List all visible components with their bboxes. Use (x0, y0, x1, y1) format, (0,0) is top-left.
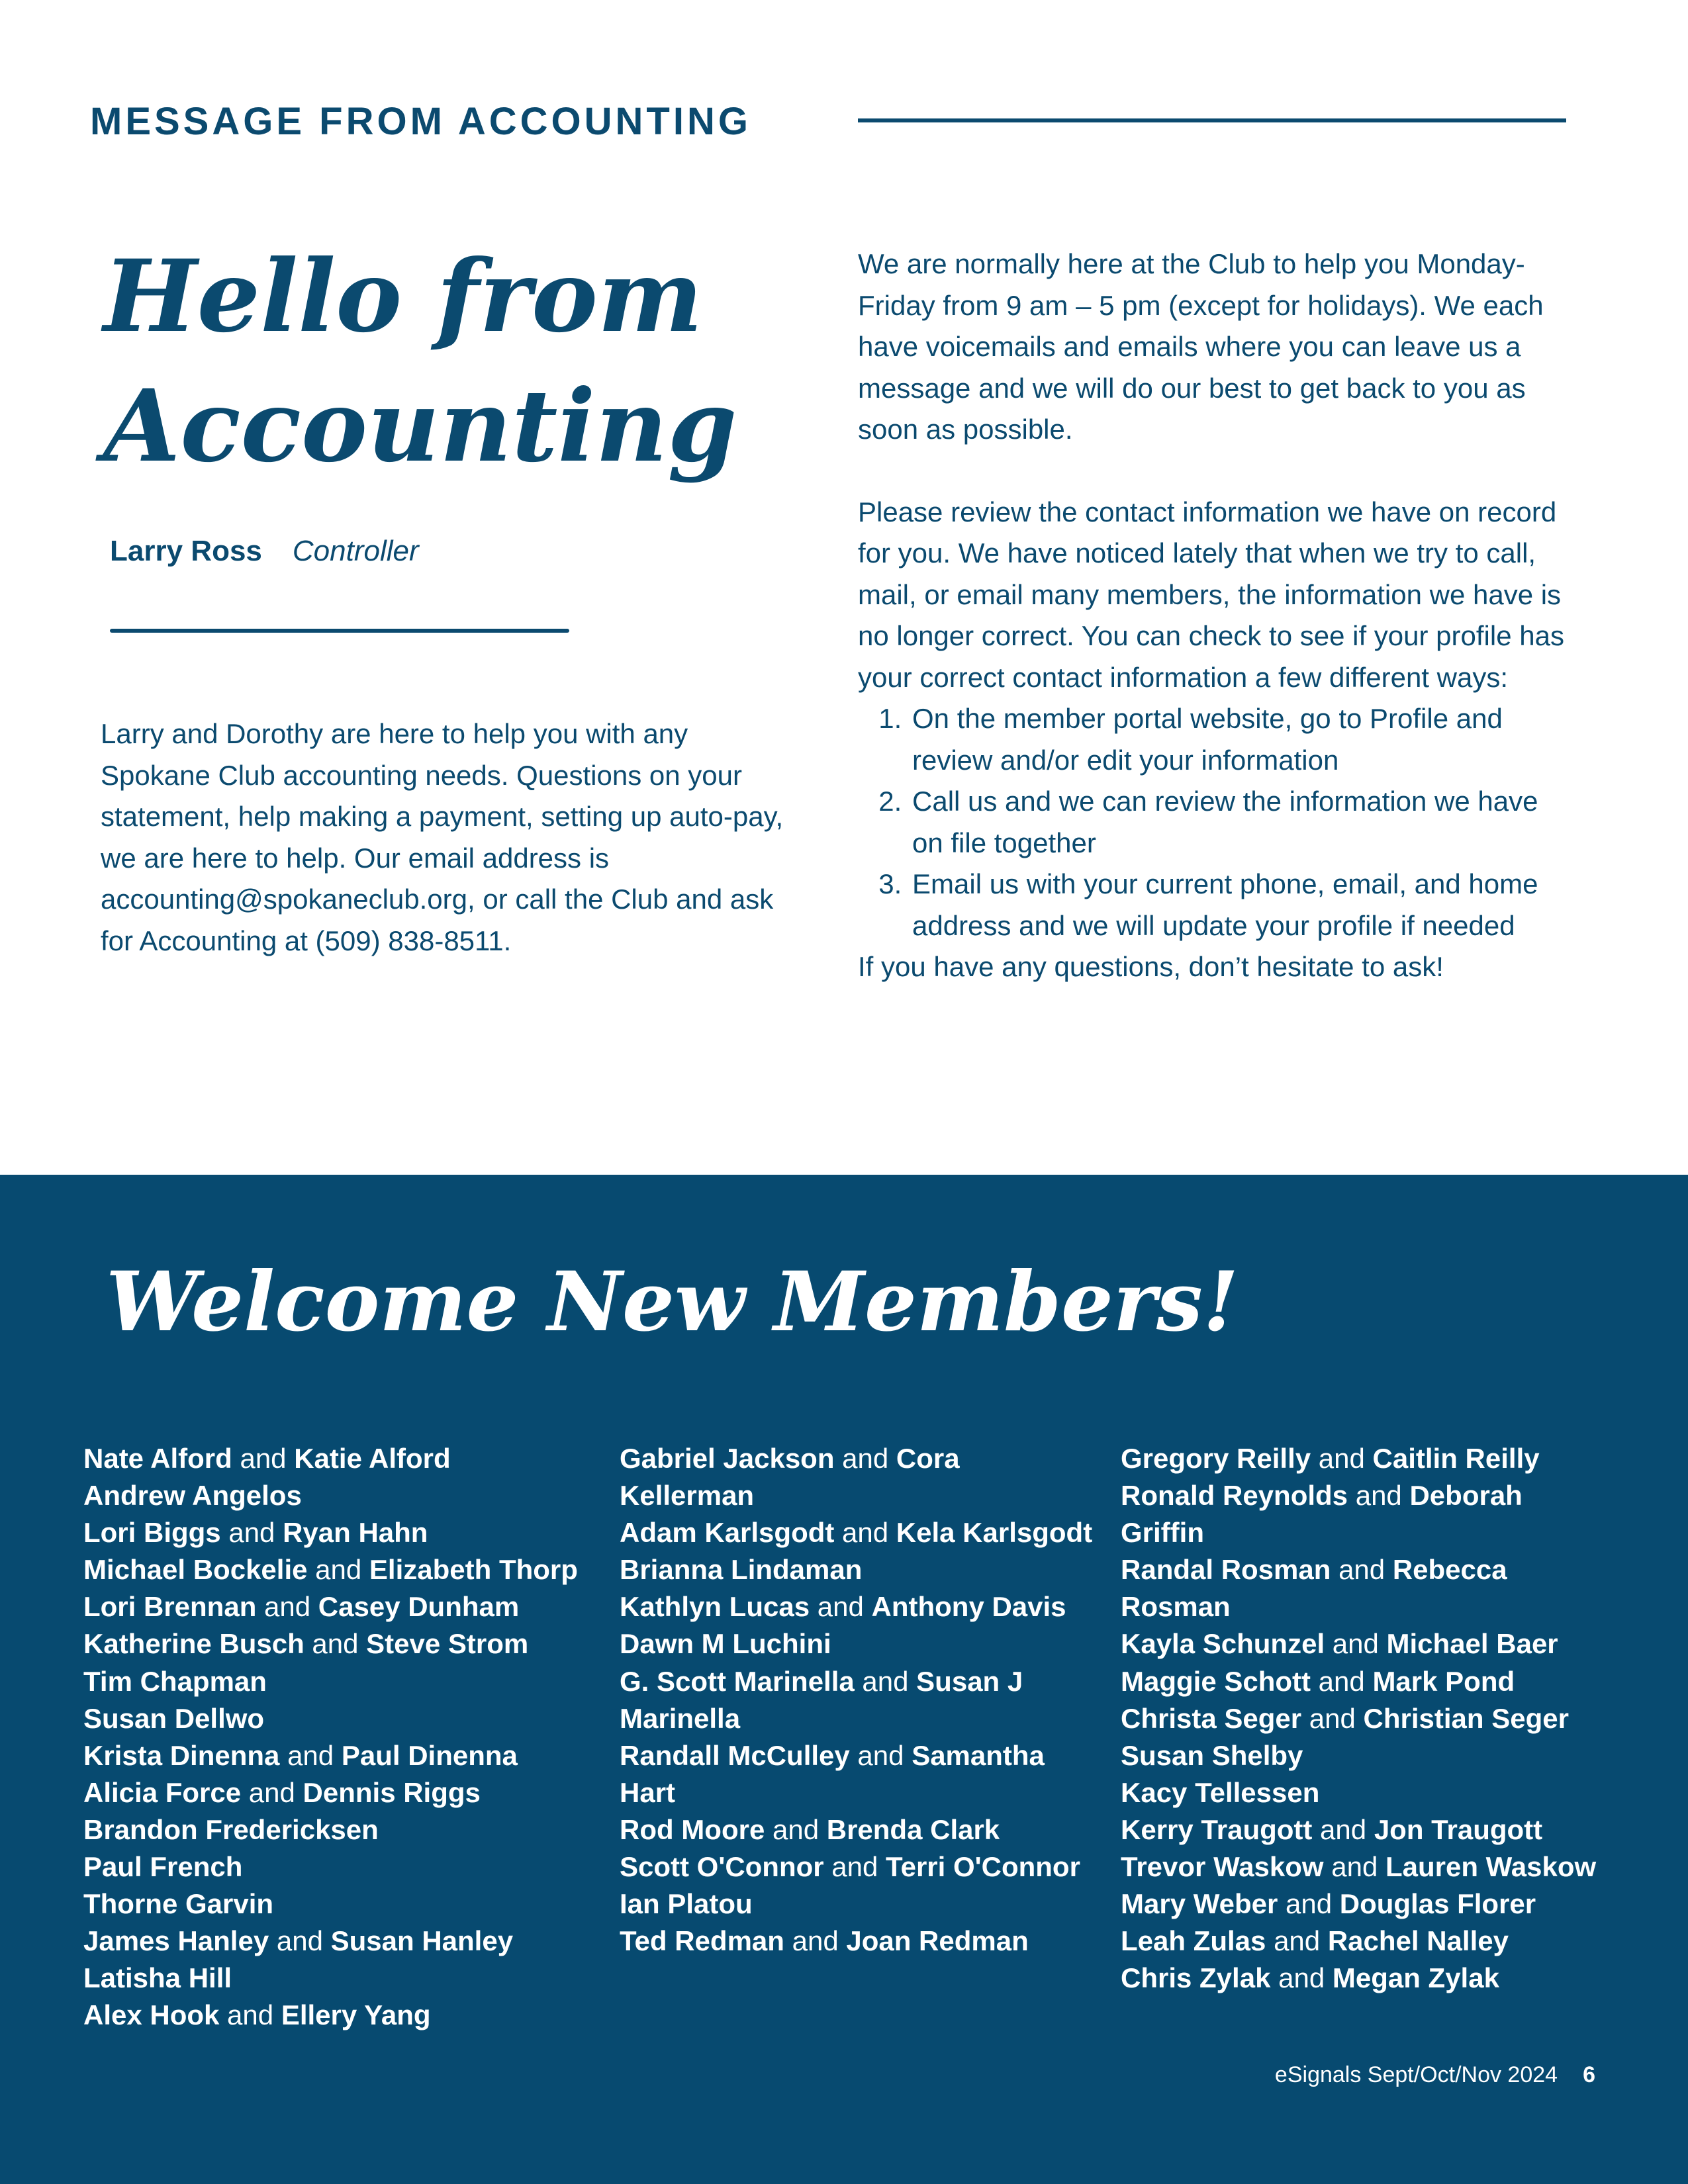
author-name: Larry Ross (110, 535, 262, 567)
member-name: Randal Rosman (1121, 1554, 1331, 1586)
list-item: Randal Rosman and Rebecca Rosman (1121, 1554, 1507, 1623)
list-item: Randall McCulley and Samantha Hart (620, 1739, 1045, 1808)
member-name: G. Scott Marinella (620, 1665, 855, 1697)
list-item: Kathlyn Lucas and Anthony Davis (620, 1591, 1066, 1623)
member-name: Alex Hook (83, 1999, 220, 2031)
list-item (83, 1477, 586, 1514)
member-name: Jon Traugott (1374, 1813, 1543, 1845)
member-name: Cora Kellerman (620, 1443, 960, 1512)
list-item: 2. Call us and we can review the information we have on file together (910, 781, 1573, 864)
member-name: Michael Baer (1386, 1628, 1558, 1660)
member-name: Susan Dellwo (83, 1702, 265, 1734)
author-role: Controller (292, 535, 419, 567)
list-item: Christa Seger and Christian Seger (1121, 1702, 1569, 1734)
member-name: Mary Weber (1121, 1888, 1278, 1920)
list-item: Alex Hook and Ellery Yang (83, 1999, 431, 2031)
list-item: Nate Alford and Katie Alford (83, 1443, 451, 1474)
list-item: Chris Zylak and Megan Zylak (1121, 1962, 1499, 1994)
welcome-title: Welcome New Members! (106, 1254, 1239, 1350)
list-item: Rod Moore and Brenda Clark (620, 1813, 1000, 1845)
list-item: Maggie Schott and Mark Pond (1121, 1665, 1515, 1697)
member-name: Kacy Tellessen (1121, 1776, 1320, 1808)
list-item: G. Scott Marinella and Susan J Marinella (620, 1665, 1023, 1734)
member-name: Mark Pond (1372, 1665, 1515, 1697)
member-name: Christian Seger (1363, 1702, 1569, 1734)
member-name: Dennis Riggs (303, 1776, 481, 1808)
list-item: Kerry Traugott and Jon Traugott (1121, 1813, 1543, 1845)
list-item (620, 1551, 1096, 1588)
member-name: Douglas Florer (1339, 1888, 1536, 1920)
member-name: Katie Alford (294, 1443, 451, 1474)
member-name: Alicia Force (83, 1776, 242, 1808)
list-item: Alicia Force and Dennis Riggs (83, 1776, 481, 1808)
member-name: Tim Chapman (83, 1665, 267, 1697)
list-item (83, 1848, 586, 1886)
list-item: 1. On the member portal website, go to Profile and review and/or edit your information (910, 698, 1573, 781)
member-name: Trevor Waskow (1121, 1851, 1324, 1883)
review-info-paragraph: Please review the contact information we have on record for you. We have noticed lately that when we try to call, mail, or email many members, the information we have is no longer correct. You can check to see if your profile has your correct contact information a few different ways: (858, 496, 1564, 693)
closing-line: If you have any questions, don’t hesitate to ask! (858, 951, 1444, 982)
paragraph-gap (858, 451, 1573, 492)
member-name: Joan Redman (846, 1925, 1029, 1957)
list-item (83, 1960, 586, 1997)
member-name: Brianna Lindaman (620, 1554, 863, 1586)
member-name: Kayla Schunzel (1121, 1628, 1325, 1660)
member-name: Brandon Fredericksen (83, 1813, 379, 1845)
member-name: Adam Karlsgodt (620, 1517, 835, 1549)
member-name: Paul Dinenna (341, 1739, 518, 1771)
member-name: Samantha Hart (620, 1739, 1045, 1808)
member-name: Katherine Busch (83, 1628, 305, 1660)
list-item: Adam Karlsgodt and Kela Karlsgodt (620, 1517, 1093, 1549)
office-hours-paragraph: We are normally here at the Club to help you Monday-Friday from 9 am – 5 pm (except for holidays). We each have voicemails and emails where you can leave us a message and we will do our best to get back to you as soon as possible. (858, 248, 1544, 445)
member-name: Lori Brennan (83, 1591, 257, 1623)
member-name: Paul French (83, 1851, 243, 1883)
list-item: Ted Redman and Joan Redman (620, 1925, 1029, 1957)
member-name: Latisha Hill (83, 1962, 232, 1994)
member-name: Brenda Clark (826, 1813, 1000, 1845)
page-number: 6 (1583, 2062, 1595, 2087)
list-item (83, 1700, 586, 1737)
member-name: Ryan Hahn (283, 1517, 428, 1549)
update-steps-list (858, 698, 1573, 946)
member-name: Anthony Davis (871, 1591, 1066, 1623)
list-item: Lori Biggs and Ryan Hahn (83, 1517, 428, 1549)
list-item (620, 1625, 1096, 1662)
list-item: Lori Brennan and Casey Dunham (83, 1591, 520, 1623)
list-item: Katherine Busch and Steve Strom (83, 1628, 529, 1660)
author-divider (110, 629, 569, 633)
list-item: Michael Bockelie and Elizabeth Thorp (83, 1554, 578, 1586)
publication-name: eSignals Sept/Oct/Nov 2024 (1274, 2062, 1558, 2087)
member-name: Elizabeth Thorp (369, 1554, 578, 1586)
page-title: Hello from Accounting (103, 238, 737, 484)
member-name: Susan J Marinella (620, 1665, 1023, 1734)
member-name: Deborah Griffin (1121, 1480, 1523, 1549)
member-name: Christa Seger (1121, 1702, 1302, 1734)
members-column-1 (83, 1440, 586, 2034)
member-name: Lori Biggs (83, 1517, 221, 1549)
member-name: Kerry Traugott (1121, 1813, 1313, 1845)
member-name: Ian Platou (620, 1888, 753, 1920)
member-name: Susan Hanley (330, 1925, 514, 1957)
member-name: Dawn M Luchini (620, 1628, 831, 1660)
list-item: Gregory Reilly and Caitlin Reilly (1121, 1443, 1540, 1474)
member-name: Kathlyn Lucas (620, 1591, 810, 1623)
member-name: Michael Bockelie (83, 1554, 308, 1586)
list-item: Scott O'Connor and Terri O'Connor (620, 1851, 1080, 1883)
list-item (1121, 1774, 1597, 1811)
member-name: Susan Shelby (1121, 1739, 1303, 1771)
page-footer (1275, 2062, 1595, 2088)
member-name: Lauren Waskow (1385, 1851, 1597, 1883)
intro-paragraph: Larry and Dorothy are here to help you with any Spokane Club accounting needs. Questions on your statement, help making a payment, setting up auto-pay, we are here to help. Our email address is accounting@spokaneclub.org, or call the Club and ask for Accounting at (509) 838-8511. (101, 718, 784, 956)
member-name: Randall McCulley (620, 1739, 850, 1771)
section-label: MESSAGE FROM ACCOUNTING (90, 100, 751, 143)
member-name: Rachel Nalley (1327, 1925, 1509, 1957)
member-name: Scott O'Connor (620, 1851, 824, 1883)
list-item (1121, 1737, 1597, 1774)
members-column-2 (620, 1440, 1096, 1960)
author-byline (110, 535, 419, 568)
member-name: Terri O'Connor (886, 1851, 1080, 1883)
list-item (620, 1886, 1096, 1923)
member-name: Thorne Garvin (83, 1888, 274, 1920)
member-name: Krista Dinenna (83, 1739, 280, 1771)
list-item (83, 1886, 586, 1923)
list-item: Ronald Reynolds and Deborah Griffin (1121, 1480, 1523, 1549)
member-name: Andrew Angelos (83, 1480, 302, 1512)
member-name: Maggie Schott (1121, 1665, 1311, 1697)
member-name: Kela Karlsgodt (896, 1517, 1093, 1549)
member-name: Gregory Reilly (1121, 1443, 1311, 1474)
member-name: Casey Dunham (318, 1591, 520, 1623)
member-name: Rebecca Rosman (1121, 1554, 1507, 1623)
list-item: Trevor Waskow and Lauren Waskow (1121, 1851, 1597, 1883)
list-item (83, 1663, 586, 1700)
contact-info-column (858, 244, 1573, 988)
list-item (83, 1811, 586, 1848)
member-name: Gabriel Jackson (620, 1443, 835, 1474)
list-item: Leah Zulas and Rachel Nalley (1121, 1925, 1509, 1957)
list-item: Mary Weber and Douglas Florer (1121, 1888, 1536, 1920)
list-item: Kayla Schunzel and Michael Baer (1121, 1628, 1558, 1660)
member-name: Leah Zulas (1121, 1925, 1266, 1957)
member-name: Chris Zylak (1121, 1962, 1271, 1994)
member-name: James Hanley (83, 1925, 269, 1957)
list-item: 3. Email us with your current phone, email, and home address and we will update your profile if needed (910, 864, 1573, 946)
list-item: Krista Dinenna and Paul Dinenna (83, 1739, 518, 1771)
member-name: Rod Moore (620, 1813, 765, 1845)
list-item: Gabriel Jackson and Cora Kellerman (620, 1443, 960, 1512)
member-name: Steve Strom (366, 1628, 529, 1660)
list-item: James Hanley and Susan Hanley (83, 1925, 514, 1957)
member-name: Ellery Yang (281, 1999, 431, 2031)
member-name: Caitlin Reilly (1372, 1443, 1540, 1474)
member-name: Nate Alford (83, 1443, 232, 1474)
members-column-3 (1121, 1440, 1597, 1997)
member-name: Megan Zylak (1332, 1962, 1499, 1994)
member-name: Ted Redman (620, 1925, 784, 1957)
member-name: Ronald Reynolds (1121, 1480, 1348, 1512)
header-divider (858, 118, 1566, 122)
